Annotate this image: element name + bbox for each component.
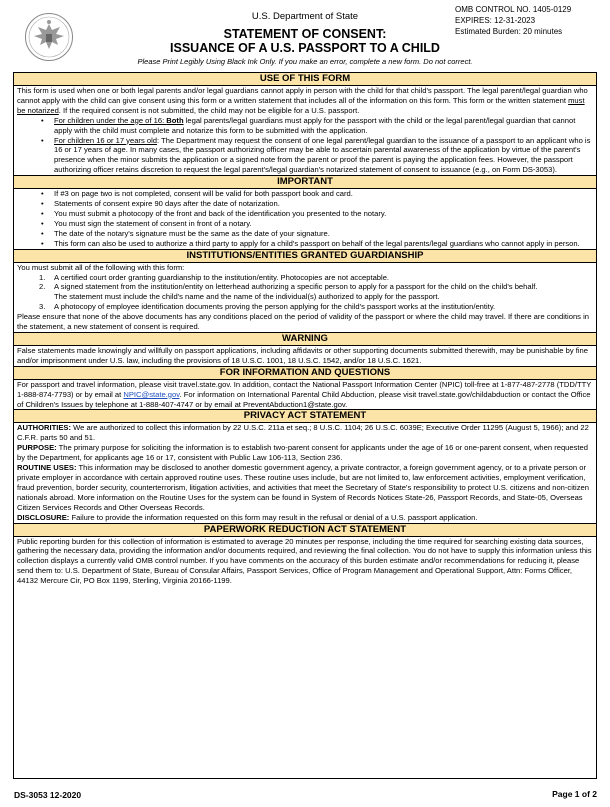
important-body <box>14 189 596 248</box>
instructions-box <box>13 72 597 779</box>
privacy-heading: PRIVACY ACT STATEMENT <box>14 409 596 423</box>
questions-text: For passport and travel information, please visit travel.state.gov. In addition, contact the National Passport Information Center (NPIC) toll-free at 1-877-487-2778 (TDD/TTY 1-888-874-7793) or by email at NPIC@state.gov. For information on International Parental Child Abduction, please visit travel.state.gov/childabduction or contact the Office of Children's Issues by telephone at 1-888-407-4747 or by email at PreventAbduction1@state.gov. <box>17 379 592 409</box>
questions-heading: FOR INFORMATION AND QUESTIONS <box>14 366 596 380</box>
warning-text: False statements made knowingly and willfully on passport applications, including affidavits or other supporting documents submitted therewith, may be punishable by fine and/or imprisonment under U.S. law, including the provisions of 18 U.S.C. 1001, 18 U.S.C. 1542, and/or 18 U.S.C. 1621. <box>17 345 588 365</box>
guardianship-intro: You must submit all of the following with this form: <box>17 262 185 272</box>
use-of-form-body <box>14 86 596 175</box>
list-item: 2. A signed statement from the institution/entity on letterhead authorizing a specific person to apply for a passport for the child on the child's behalf. The statement must include the child's name and the name of the individual(s) authorized to apply for the passport. <box>54 282 593 302</box>
list-item: • You must sign the statement of consent in front of a notary. <box>54 219 593 229</box>
list-item: • This form can also be used to authorize a third party to apply for a child's passport on behalf of the legal parents/legal guardians who cannot apply in person. <box>54 239 593 249</box>
privacy-body <box>14 423 596 522</box>
expiration-date: EXPIRES: 12-31-2023 <box>455 16 536 25</box>
paperwork-body <box>14 537 596 587</box>
page-number: Page 1 of 2 <box>552 789 597 799</box>
form-number: DS-3053 12-2020 <box>14 790 82 800</box>
guardianship-list <box>17 273 593 313</box>
list-item: • Statements of consent expire 90 days after the date of notarization. <box>54 199 593 209</box>
guardianship-closing: Please ensure that none of the above documents has any conditions placed on the period of validity of the passport or where the child may travel. If there are conditions in the statement, a new statement of consent is required. <box>17 312 589 332</box>
list-item: 1. A certified court order granting guardianship to the institution/entity. Photocopies are not acceptable. <box>39 272 390 282</box>
form-title <box>100 27 510 55</box>
privacy-purpose: PURPOSE: The primary purpose for soliciting the information is to establish two-parent consent for applicants under the age of 16 or one-parent consent, when requested by the Department, for applicants age 16 or 17, consistent with Public Law 106-113, Section 236. <box>17 443 588 463</box>
form-title-line2: ISSUANCE OF A U.S. PASSPORT TO A CHILD <box>170 41 440 55</box>
list-item: • You must submit a photocopy of the front and back of the identification you presented to the notary. <box>54 209 593 219</box>
list-item: • For children 16 or 17 years old: The Department may request the consent of one legal parent/legal guardian to the issuance of a passport to an applicant who is 16 or 17 years of age. In many cases, the passport authorizing officer may be able to ascertain parental awareness of the application by virtue of the parent's presence when the minor submits the application or a signed note from the parent or proof the parent is paying the application fees. However, the passport authorizing officer retains discretion to request the legal parent's/legal guardian's notarized statement of consent to issuance (e.g., on Form DS-3053). <box>54 136 593 176</box>
list-item: • The date of the notary's signature must be the same as the date of your signature. <box>54 229 593 239</box>
list-item: 3. A photocopy of employee identification documents proving the person applying for the child's passport works at the institution/entity. <box>39 302 496 312</box>
privacy-disclosure: DISCLOSURE: Failure to provide the information requested on this form may result in the refusal or denial of a U.S. passport application. <box>17 512 478 522</box>
department-of-state-seal-icon <box>24 12 74 62</box>
paperwork-text: Public reporting burden for this collection of information is estimated to average 20 minutes per response, including the time required for searching existing data sources, gathering the necessary data, providing the information and/or documents required, and reviewing the final collection. You do not have to supply this information unless this collection displays a currently valid OMB control number. If you have comments on the accuracy of this burden estimate and/or recommendations for reducing it, please send them to: U.S. Department of State, Bureau of Consular Affairs, Passport Services, Office of Program Management and Operational Support, Attn: Forms Officer, 44132 Mercure Cir, PO Box 1199, Sterling, Virginia 20166-1199. <box>17 536 592 586</box>
warning-body <box>14 346 596 366</box>
form-title-line1: STATEMENT OF CONSENT: <box>223 27 387 41</box>
privacy-authorities: AUTHORITIES: We are authorized to collect this information by 22 U.S.C. 211a et seq.; 8 U.S.C. 1104; 26 U.S.C. 6039E; Executive Order 11295 (August 5, 1966); and 22 C.F.R. parts 50 and 51. <box>17 423 589 443</box>
guardianship-body <box>14 263 596 332</box>
list-item: • If #3 on page two is not completed, consent will be valid for both passport book and card. <box>54 189 593 199</box>
omb-control-number: OMB CONTROL NO. 1405-0129 <box>455 5 572 14</box>
use-of-form-list <box>17 116 593 175</box>
paperwork-heading: PAPERWORK REDUCTION ACT STATEMENT <box>14 523 596 537</box>
questions-body <box>14 380 596 410</box>
use-of-form-heading: USE OF THIS FORM <box>14 73 596 86</box>
important-list <box>17 189 593 248</box>
print-instruction: Please Print Legibly Using Black Ink Only. If you make an error, complete a new form. Do not correct. <box>137 57 473 66</box>
use-of-form-intro: This form is used when one or both legal parents and/or legal guardians cannot apply in person with the child for that child's passport. The legal parent/legal guardian who cannot apply with the child can give consent using this form or a written statement that includes all of the information on this form. This form or the written statement must be notarized. If the required consent is not submitted, the child may not be eligible for a U.S. passport. <box>17 86 588 115</box>
privacy-routine-uses: ROUTINE USES: This information may be disclosed to another domestic government agency, a private contractor, a foreign government agency, or to a private person or private employer in accordance with certain approved routine uses. These routine uses include, but are not limited to, law enforcement activities, employment verification, fraud prevention, border security, counterterrorism, litigation activities, and activities that meet the Secretary of State's responsibility to protect U.S. citizens and non-citizen nationals abroad. More information on the Routine Uses for the system can be found in System of Records Notices State-26, Passport Records, and State-05, Overseas Citizen Services Records and Other Overseas Records. <box>17 463 589 512</box>
important-heading: IMPORTANT <box>14 175 596 189</box>
list-item: • For children under the age of 16: Both legal parents/legal guardians must apply for the passport with the child or the legal parent/legal guardian that cannot apply with the child must complete and notarize this form to be submitted with the application. <box>54 116 593 136</box>
warning-heading: WARNING <box>14 332 596 346</box>
npic-email-link[interactable]: NPIC@state.gov <box>123 389 180 399</box>
estimated-burden: Estimated Burden: 20 minutes <box>455 27 563 36</box>
guardianship-item2-note: The statement must include the child's name and the name of the individual(s) authorized to apply for the passport. <box>54 292 440 302</box>
guardianship-heading: INSTITUTIONS/ENTITIES GRANTED GUARDIANSHIP <box>14 249 596 263</box>
department-name: U.S. Department of State <box>251 11 359 22</box>
